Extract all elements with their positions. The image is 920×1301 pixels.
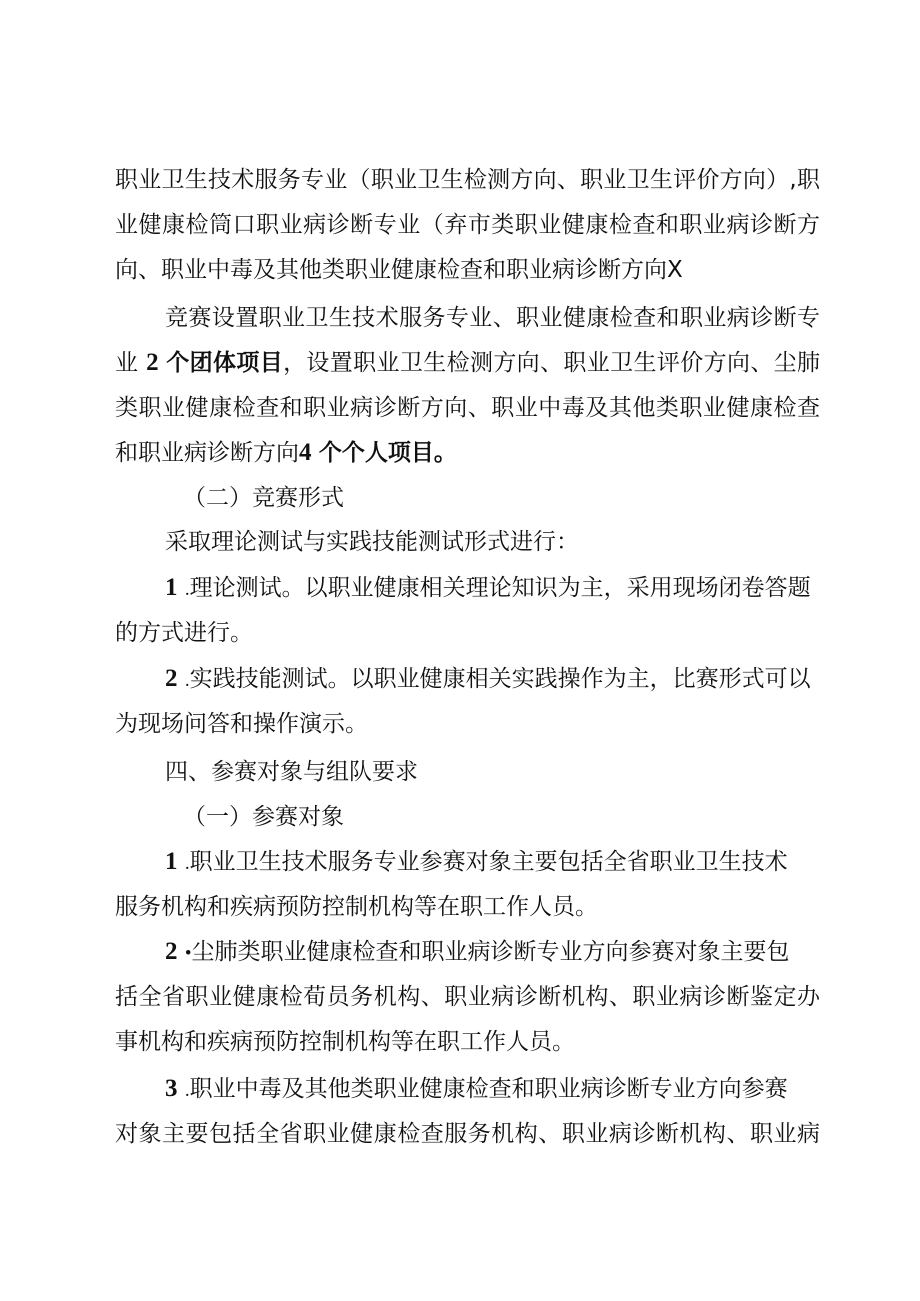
team-count-number: 2 — [146, 349, 159, 376]
item-separator: . — [184, 670, 190, 691]
text-run: 职业中毒及其他类职业健康检查和职业病诊断专业方向参赛 — [189, 1076, 788, 1102]
individual-count-number: 4 — [299, 439, 312, 466]
text-run: 理论测试。以职业健康相关理论知识为主，采用现场闭卷答题 — [189, 575, 811, 601]
text-line: 采取理论测试与实践技能测试形式进行： — [165, 529, 579, 555]
item-separator: . — [184, 1080, 190, 1101]
individual-items-bold: 个个人项目。 — [318, 440, 457, 466]
section-heading: 四、参赛对象与组队要求 — [165, 759, 418, 785]
text-run: 尘肺类职业健康检查和职业病诊断专业方向参赛对象主要包 — [191, 939, 790, 965]
subsection-heading: （一）参赛对象 — [183, 804, 344, 830]
text-line: 服务机构和疾病预防控制机构等在职工作人员。 — [115, 894, 598, 920]
text-line: 事机构和疾病预防控制机构等在职工作人员。 — [115, 1029, 575, 1055]
item-separator: . — [184, 579, 190, 600]
item-number: 1 — [165, 848, 178, 875]
text-line: 为现场问答和操作演示。 — [115, 711, 368, 737]
text-run: ，设置职业卫生检测方向、职业卫生评价方向、尘肺 — [283, 350, 821, 376]
item-separator: . — [184, 853, 190, 874]
item-number: 2 — [165, 938, 178, 965]
section-heading: （二）竞赛形式 — [183, 485, 344, 511]
text-run: 业 — [115, 350, 139, 376]
text-run: 和职业病诊断方向 — [115, 440, 299, 466]
text-line: 竞赛设置职业卫生技术服务专业、职业健康检查和职业病诊断专 — [165, 305, 820, 331]
text-line: 类职业健康检查和职业病诊断方向、职业中毒及其他类职业健康检查 — [115, 395, 820, 421]
text-line-mixed — [165, 1067, 820, 1111]
text-line: 括全省职业健康检荀员务机构、职业病诊断机构、职业病诊断鉴定办 — [115, 984, 820, 1010]
item-number: 2 — [165, 665, 178, 692]
text-line: 职业卫生技术服务专业（职业卫生检测方向、职业卫生评价方向）,职 — [115, 167, 820, 193]
item-number: 3 — [165, 1075, 178, 1102]
team-items-bold: 个团体项目 — [166, 350, 284, 376]
text-line: 对象主要包括全省职业健康检查服务机构、职业病诊断机构、职业病 — [115, 1121, 820, 1147]
text-line: 向、职业中毒及其他类职业健康检查和职业病诊断方向X — [115, 257, 683, 283]
text-line: 的方式进行。 — [115, 620, 253, 646]
item-separator: • — [184, 943, 192, 964]
spacer — [178, 1076, 185, 1102]
text-run: 实践技能测试。以职业健康相关实践操作为主，比赛形式可以 — [189, 666, 811, 692]
item-number: 1 — [165, 574, 178, 601]
text-run: 职业卫生技术服务专业参赛对象主要包括全省职业卫生技术 — [189, 849, 788, 875]
text-line: 业健康检筒口职业病诊断专业（弃市类职业健康检查和职业病诊断方 — [115, 212, 820, 238]
